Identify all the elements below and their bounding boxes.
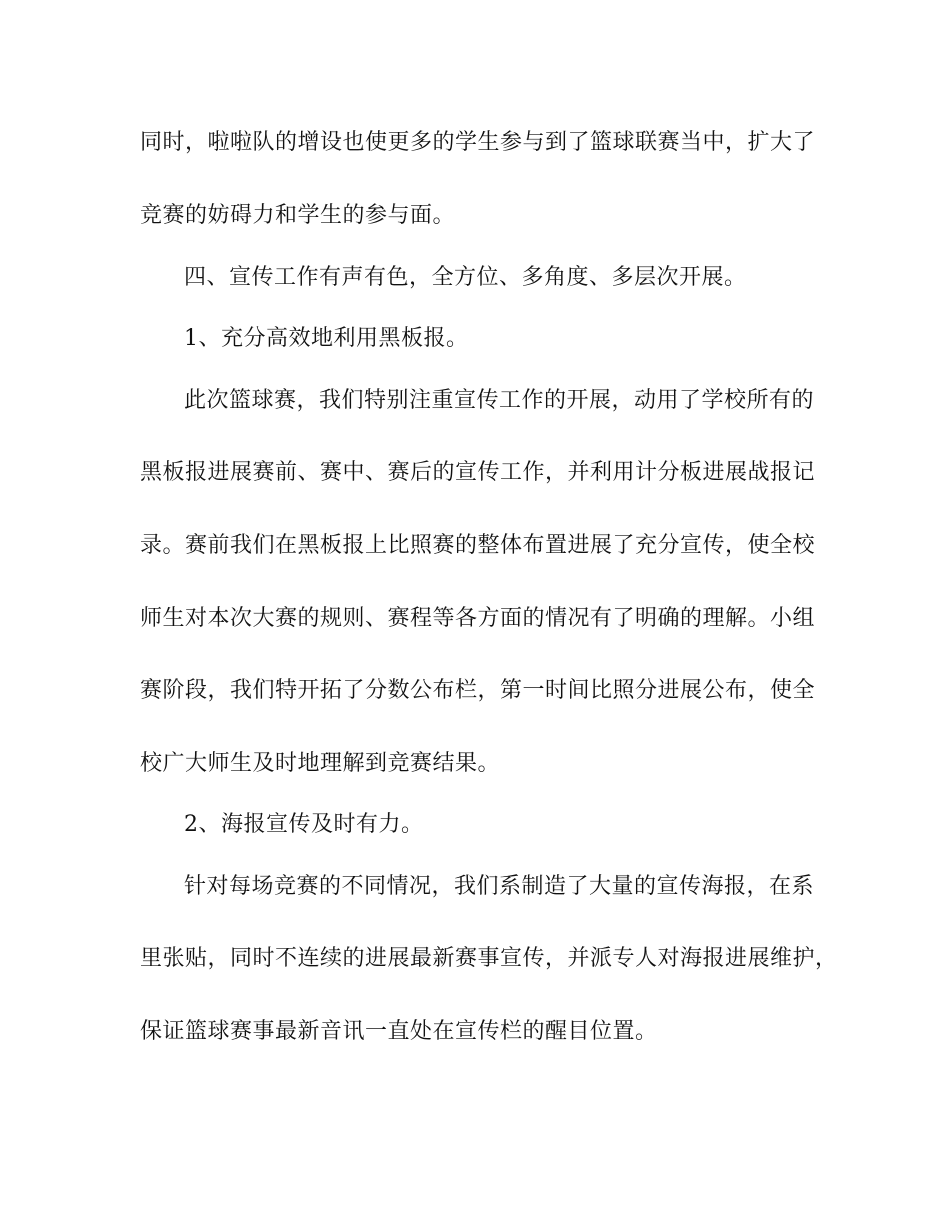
subsection-heading: 2、海报宣传及时有力。 (184, 812, 424, 837)
section-heading: 四、宣传工作有声有色，全方位、多角度、多层次开展。 (184, 265, 747, 290)
text-line: 校广大师生及时地理解到竞赛结果。 (140, 751, 501, 776)
text-line: 录。赛前我们在黑板报上比照赛的整体布置进展了充分宣传，使全校 (140, 533, 816, 558)
text-line: 赛阶段，我们特开拓了分数公布栏，第一时间比照分进展公布，使全 (140, 678, 816, 703)
subsection-heading: 1、充分高效地利用黑板报。 (184, 326, 469, 351)
text-line: 此次篮球赛，我们特别注重宣传工作的开展，动用了学校所有的 (184, 388, 815, 413)
text-line: 竞赛的妨碍力和学生的参与面。 (140, 203, 456, 228)
text-line: 师生对本次大赛的规则、赛程等各方面的情况有了明确的理解。小组 (140, 606, 816, 631)
text-line: 保证篮球赛事最新音讯一直处在宣传栏的醒目位置。 (140, 1019, 658, 1044)
text-line: 黑板报进展赛前、赛中、赛后的宣传工作，并利用计分板进展战报记 (140, 460, 816, 485)
text-line: 里张贴，同时不连续的进展最新赛事宣传，并派专人对海报进展维护， (140, 946, 838, 971)
text-line: 同时，啦啦队的增设也使更多的学生参与到了篮球联赛当中，扩大了 (140, 130, 816, 155)
text-line: 针对每场竞赛的不同情况，我们系制造了大量的宣传海报，在系 (184, 874, 815, 899)
